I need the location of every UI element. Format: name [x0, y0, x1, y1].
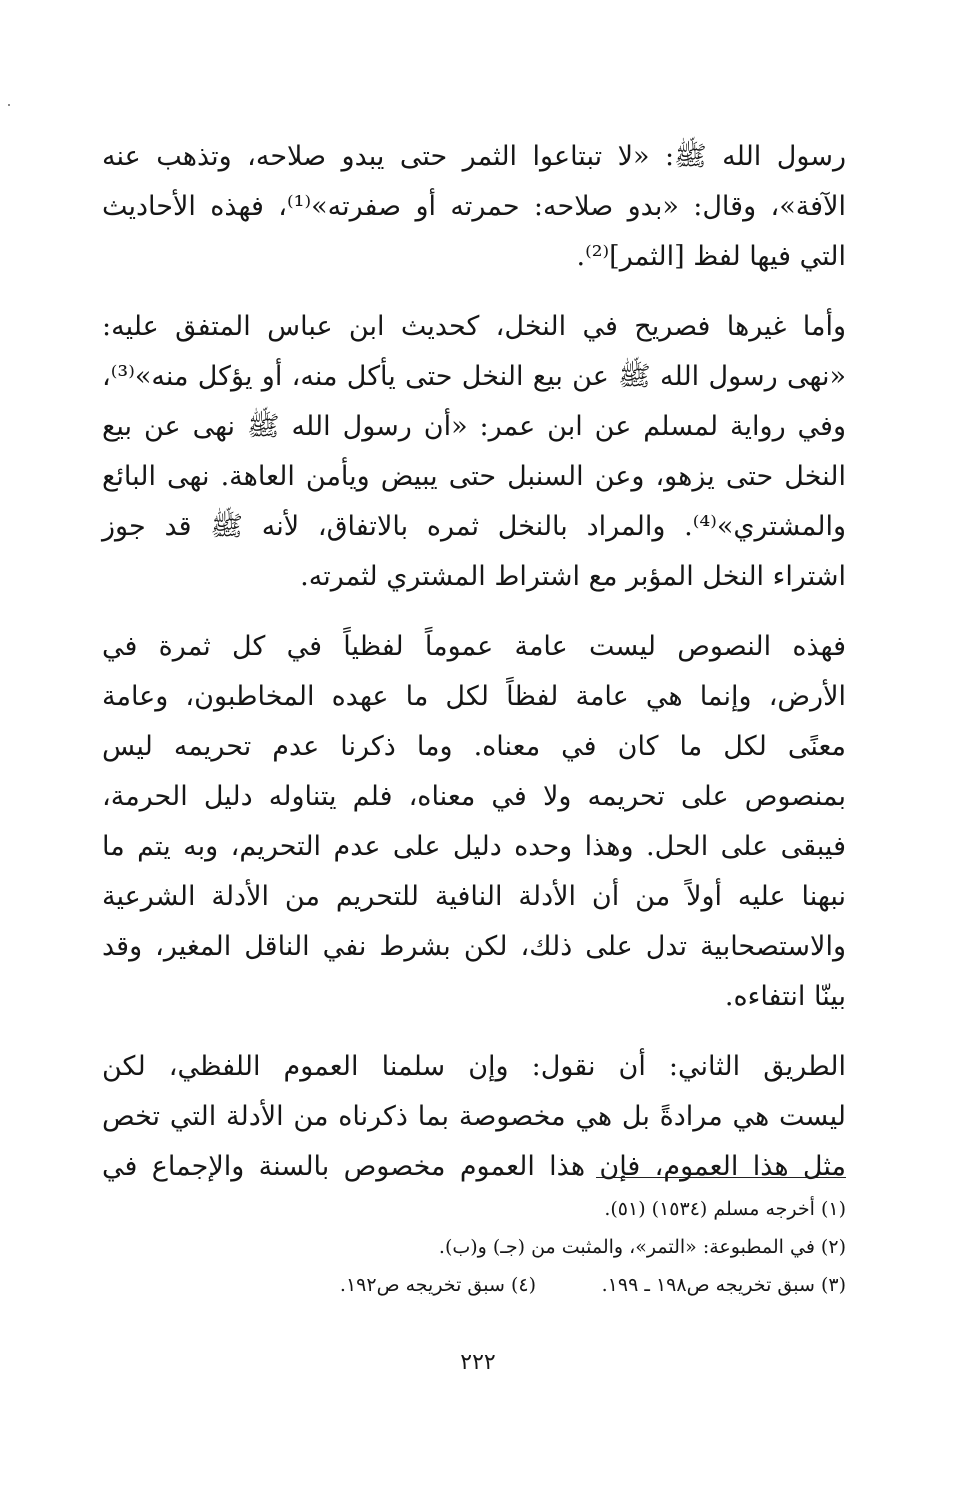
- text-line: فيبقى على الحل. وهذا وحده دليل على عدم التحريم، وبه يتم ما: [102, 831, 846, 862]
- footnote-2: (٢) في المطبوعة: «التمر»، والمثبت من (جـ) و(ب).: [438, 1236, 846, 1258]
- text-line: فهذه النصوص ليست عامة عموماً لفظياً في كل ثمرة في: [102, 631, 846, 662]
- footnote-1: (١) أخرجه مسلم (١٥٣٤) (٥١).: [604, 1198, 846, 1220]
- text-line: بمنصوص على تحريمه ولا في معناه، فلم يتناوله دليل الحرمة،: [102, 781, 846, 812]
- text-line: «نهى رسول الله ﷺ عن بيع النخل حتى يأكل منه، أو يؤكل منه»⁽³⁾،: [102, 361, 846, 392]
- text-line: ليست هي مرادةً بل هي مخصوصة بما ذكرناه من الأدلة التي تخص: [102, 1101, 846, 1132]
- text-line: وفي رواية لمسلم عن ابن عمر: «أن رسول الله ﷺ نهى عن بيع: [102, 411, 846, 442]
- page-number: ٢٢٢: [460, 1350, 496, 1375]
- paragraph-4: [102, 1042, 846, 1192]
- text-line: نبهنا عليه أولاً من أن الأدلة النافية للتحريم من الأدلة الشرعية: [102, 881, 846, 912]
- margin-mark: [8, 104, 10, 106]
- footnotes: [102, 1190, 846, 1304]
- paragraph-2: [102, 302, 846, 602]
- text-line: مثل هذا العموم، فإن هذا العموم مخصوص بالسنة والإجماع في: [102, 1151, 846, 1182]
- text-line: النخل حتى يزهو، وعن السنبل حتى يبيض ويأمن العاهة. نهى البائع: [102, 461, 846, 492]
- text-line: والاستصحابية تدل على ذلك، لكن بشرط نفي الناقل المغير، وقد: [102, 931, 846, 962]
- text-line: بينّا انتفاءه.: [724, 981, 846, 1012]
- text-line: اشتراء النخل المؤبر مع اشتراط المشتري لثمرته.: [300, 561, 846, 592]
- paragraph-1: [102, 132, 846, 282]
- text-line: وأما غيرها فصريح في النخل، كحديث ابن عباس المتفق عليه:: [102, 311, 846, 342]
- text-line: التي فيها لفظ [الثمر]⁽²⁾.: [576, 241, 846, 272]
- text-line: معنًى لكل ما كان في معناه. وما ذكرنا عدم تحريمه ليس: [102, 731, 846, 762]
- footnote-4: (٤) سبق تخريجه ص١٩٢.: [339, 1274, 536, 1296]
- text-line: رسول الله ﷺ: «لا تبتاعوا الثمر حتى يبدو صلاحه، وتذهب عنه: [102, 141, 846, 172]
- main-text: [102, 132, 846, 1192]
- text-line: والمشتري»⁽⁴⁾. والمراد بالنخل ثمره بالاتفاق، لأنه ﷺ قد جوز: [102, 511, 846, 542]
- text-line: الأرض، وإنما هي عامة لفظاً لكل ما عهده المخاطبون، وعامة: [102, 681, 846, 712]
- footnote-row: [102, 1266, 846, 1304]
- text-line: الآفة»، وقال: «بدو صلاحه: حمرته أو صفرته»⁽¹⁾، فهذه الأحاديث: [102, 191, 846, 222]
- text-line: الطريق الثاني: أن نقول: وإن سلمنا العموم اللفظي، لكن: [102, 1051, 846, 1082]
- footnote-3: (٣) سبق تخريجه ص١٩٨ ـ ١٩٩.: [601, 1274, 846, 1296]
- paragraph-3: [102, 622, 846, 1022]
- footnote-divider: [596, 1177, 846, 1178]
